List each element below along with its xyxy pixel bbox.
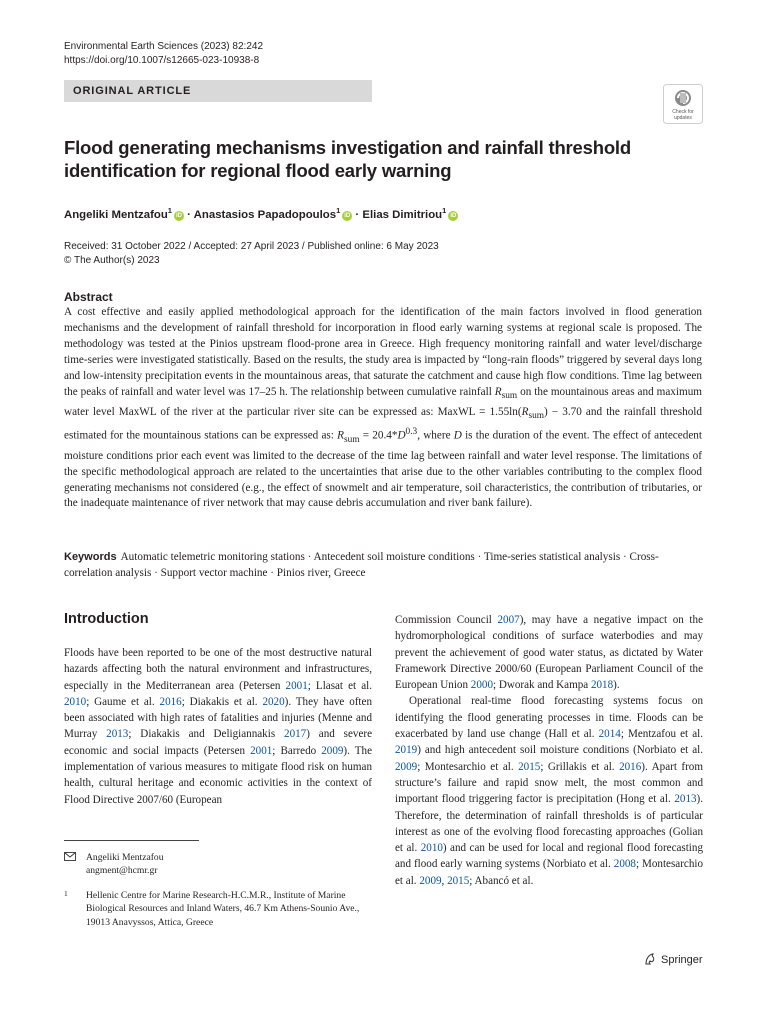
citation-link[interactable]: 2001	[285, 679, 308, 692]
journal-header	[64, 40, 263, 68]
footnote-divider	[64, 840, 199, 841]
citation-link[interactable]: 2016	[619, 760, 642, 773]
citation-link[interactable]: 2016	[159, 695, 182, 708]
keywords	[64, 549, 702, 581]
body-text: ; Abancó et al.	[469, 874, 534, 887]
springer-horse-icon	[643, 952, 657, 966]
date-line: Received: 31 October 2022 / Accepted: 27 April 2023 / Published online: 6 May 2023	[64, 241, 439, 252]
citation-link[interactable]: 2019	[395, 744, 418, 757]
abstract-heading: Abstract	[64, 290, 113, 304]
affiliation-text: Hellenic Centre for Marine Research-H.C.M.R., Institute of Marine Biological Resources and Inland Waters, 46.7 Km Athens-Sounio Ave., 19013 Anavyssos, Attica, Greece	[86, 890, 360, 928]
author-name[interactable]: Anastasios Papadopoulos	[193, 208, 337, 221]
author-affiliation-mark: 1	[442, 206, 447, 215]
abstract-paragraph: A cost effective and easily applied methodological approach for the identification of the main factors involved in flood generation mechanisms and the development of rainfall threshold for incorporation in flood early warning systems at regional scale is proposed. The methodology was tested at the Pinios upstream flood-prone area in Greece. High frequency monitoring rainfall and water level/discharge time-series were investigated statistically. Based on the results, the study area is impacted by “long-rain floods” triggered by several days long and low-intensity precipitation events in the mountainous areas, that saturate the catchment and cause high flow conditions. Time lag between the peaks of rainfall and water level was 17–25 h. The relationship between cumulative rainfall $R_{sum}$ on the mountainous areas and maximum water level MaxWL of the river at the particular river site can be expressed as: MaxWL = $1.55\ln(R_{sum}) - 3.70$ and the rainfall threshold estimated for the mountainous stations can be expressed as: $R_{sum} = 20.4*D^{0.3}$, where D is the duration of the event. The effect of antecedent moisture conditions prior each event was limited to the decrease of the time lag between rainfall and water level response. The limitations of the specific methodological approach are related to the uncertainties that arise due to the other variables contributing to the complex flood generating mechanisms not considered (e.g., the effect of snowmelt and air temperature, soil characteristics, the contribution of tributaries, or the inadequate maintenance of river network that may cause debris accumulation and river bank failure).	[64, 306, 703, 510]
doi-link[interactable]: https://doi.org/10.1007/s12665-023-10938-8	[64, 55, 260, 66]
copyright-line: © The Author(s) 2023	[64, 255, 160, 266]
svg-text:updates: updates	[674, 115, 692, 121]
body-text: Commission Council	[395, 614, 498, 626]
body-text: ; Mentzafou et al.	[620, 728, 703, 741]
orcid-icon[interactable]: iD	[175, 212, 182, 219]
citation-link[interactable]: 2008	[613, 858, 636, 871]
citation-link[interactable]: 2000	[470, 679, 493, 692]
body-text: ; Diakakis et al.	[181, 695, 263, 708]
author-separator: ·	[352, 208, 363, 221]
orcid-icon[interactable]: iD	[450, 212, 457, 219]
citation-link[interactable]: 2010	[64, 695, 87, 708]
author-name[interactable]: Angeliki Mentzafou	[64, 208, 168, 221]
citation-link[interactable]: 2009	[395, 760, 418, 773]
citation-link[interactable]: 2017	[284, 728, 307, 741]
body-text: ) and high antecedent soil moisture conditions (Norbiato et al.	[417, 744, 703, 757]
citation-link[interactable]: 2010	[420, 842, 443, 855]
envelope-icon	[64, 852, 76, 861]
body-text: ). Apart from structure’s failure and rapid snow melt, the most common and important flood triggering factor is precipitation (Hong et al.	[395, 760, 703, 806]
body-text: ; Grillakis et al.	[540, 760, 620, 773]
citation-link[interactable]: 2013	[674, 793, 697, 806]
corresponding-author-name: Angeliki Mentzafou	[86, 852, 164, 863]
author-affiliation-mark: 1	[167, 206, 172, 215]
citation-link[interactable]: 2015	[447, 874, 470, 887]
citation-link[interactable]: 2014	[598, 728, 621, 741]
journal-citation: Environmental Earth Sciences (2023) 82:242	[64, 41, 264, 52]
article-type-banner: ORIGINAL ARTICLE	[64, 80, 372, 102]
body-text: ; Montesarchio et al.	[417, 760, 519, 773]
author-list	[64, 203, 458, 223]
citation-link[interactable]: 2007	[497, 614, 520, 626]
publication-dates	[64, 240, 439, 268]
check-updates-text: Check for	[672, 109, 694, 115]
publisher-logo	[643, 952, 703, 967]
body-text: ,	[441, 874, 448, 887]
body-text: ). The implementation of various measures to mitigate flood risk on human health, cultural heritage and economic activities in the context of Flood Directive 2007/60 (European	[64, 744, 372, 806]
right-column	[395, 612, 703, 889]
citation-link[interactable]: 2013	[106, 728, 129, 741]
article-title: Flood generating mechanisms investigation and rainfall threshold identification for regional flood early warning	[64, 137, 631, 181]
affiliation-number: 1	[64, 889, 68, 898]
citation-link[interactable]: 2009	[321, 744, 344, 757]
affiliation-footnote	[64, 889, 364, 931]
keywords-label: Keywords	[64, 551, 117, 563]
left-column	[64, 645, 372, 808]
body-text: ; Gaume et al.	[86, 695, 160, 708]
citation-link[interactable]: 2020	[262, 695, 285, 708]
corresponding-author-email[interactable]: angment@hcmr.gr	[86, 865, 158, 876]
introduction-heading: Introduction	[64, 611, 149, 627]
citation-link[interactable]: 2018	[590, 679, 614, 692]
intro-paragraph	[395, 693, 703, 889]
check-for-updates-icon	[663, 84, 703, 124]
author-affiliation-mark: 1	[336, 206, 341, 215]
corresponding-author	[64, 851, 364, 879]
body-text: ; Montesarchio et al.	[395, 858, 704, 887]
author-separator: ·	[183, 208, 194, 221]
body-text: ) and severe economic and social impacts (Petersen	[64, 728, 373, 757]
author-name[interactable]: Elias Dimitriou	[362, 208, 443, 221]
body-text: ; Llasat et al.	[307, 679, 372, 692]
body-text: ) and can be used for local and regional flood forecasting and flood early warning systems (Norbiato et al.	[395, 842, 703, 871]
body-text: ). They have often been associated with high rates of fatalities and injuries (Menne and Murray	[64, 695, 372, 741]
check-for-updates-badge[interactable]	[663, 84, 703, 124]
intro-paragraph	[395, 612, 703, 693]
body-text: ; Diakakis and Deligiannakis	[128, 728, 285, 741]
orcid-icon[interactable]: iD	[344, 212, 351, 219]
publisher-name: Springer	[661, 954, 703, 966]
citation-link[interactable]: 2009	[419, 874, 442, 887]
citation-link[interactable]: 2015	[518, 760, 541, 773]
abstract-body	[64, 305, 702, 512]
body-text: Floods have been reported to be one of the most destructive natural hazards affecting both the natural environment and infrastructures, especially in the Mediterranean area (Petersen	[64, 647, 372, 692]
body-text: ; Barredo	[272, 744, 322, 757]
body-text: ; Dworak and Kampa	[492, 679, 591, 692]
intro-paragraph	[64, 645, 372, 808]
body-text: ). Therefore, the determination of rainfall thresholds is of particular interest as one of the evolving flood forecasting approaches (Golian et al.	[395, 793, 703, 855]
body-text: ).	[613, 679, 620, 692]
body-text: Operational real-time flood forecasting systems focus on identifying the flood generating processes in time. Floods can be exacerbated by land use change (Hall et al.	[395, 695, 703, 741]
citation-link[interactable]: 2001	[250, 744, 273, 757]
keywords-text: Automatic telemetric monitoring stations · Antecedent soil moisture conditions · Time-series statistical analysis · Cross-correlation analysis · Support vector machine · Pinios river, Greece	[64, 551, 659, 579]
body-text: ), may have a negative impact on the hydromorphological conditions of surface waterbodies and may prevent the achievement of good water status, as dictated by Water Framework Directive 2000/60 (European Parliament Council of the European Union	[395, 614, 703, 692]
